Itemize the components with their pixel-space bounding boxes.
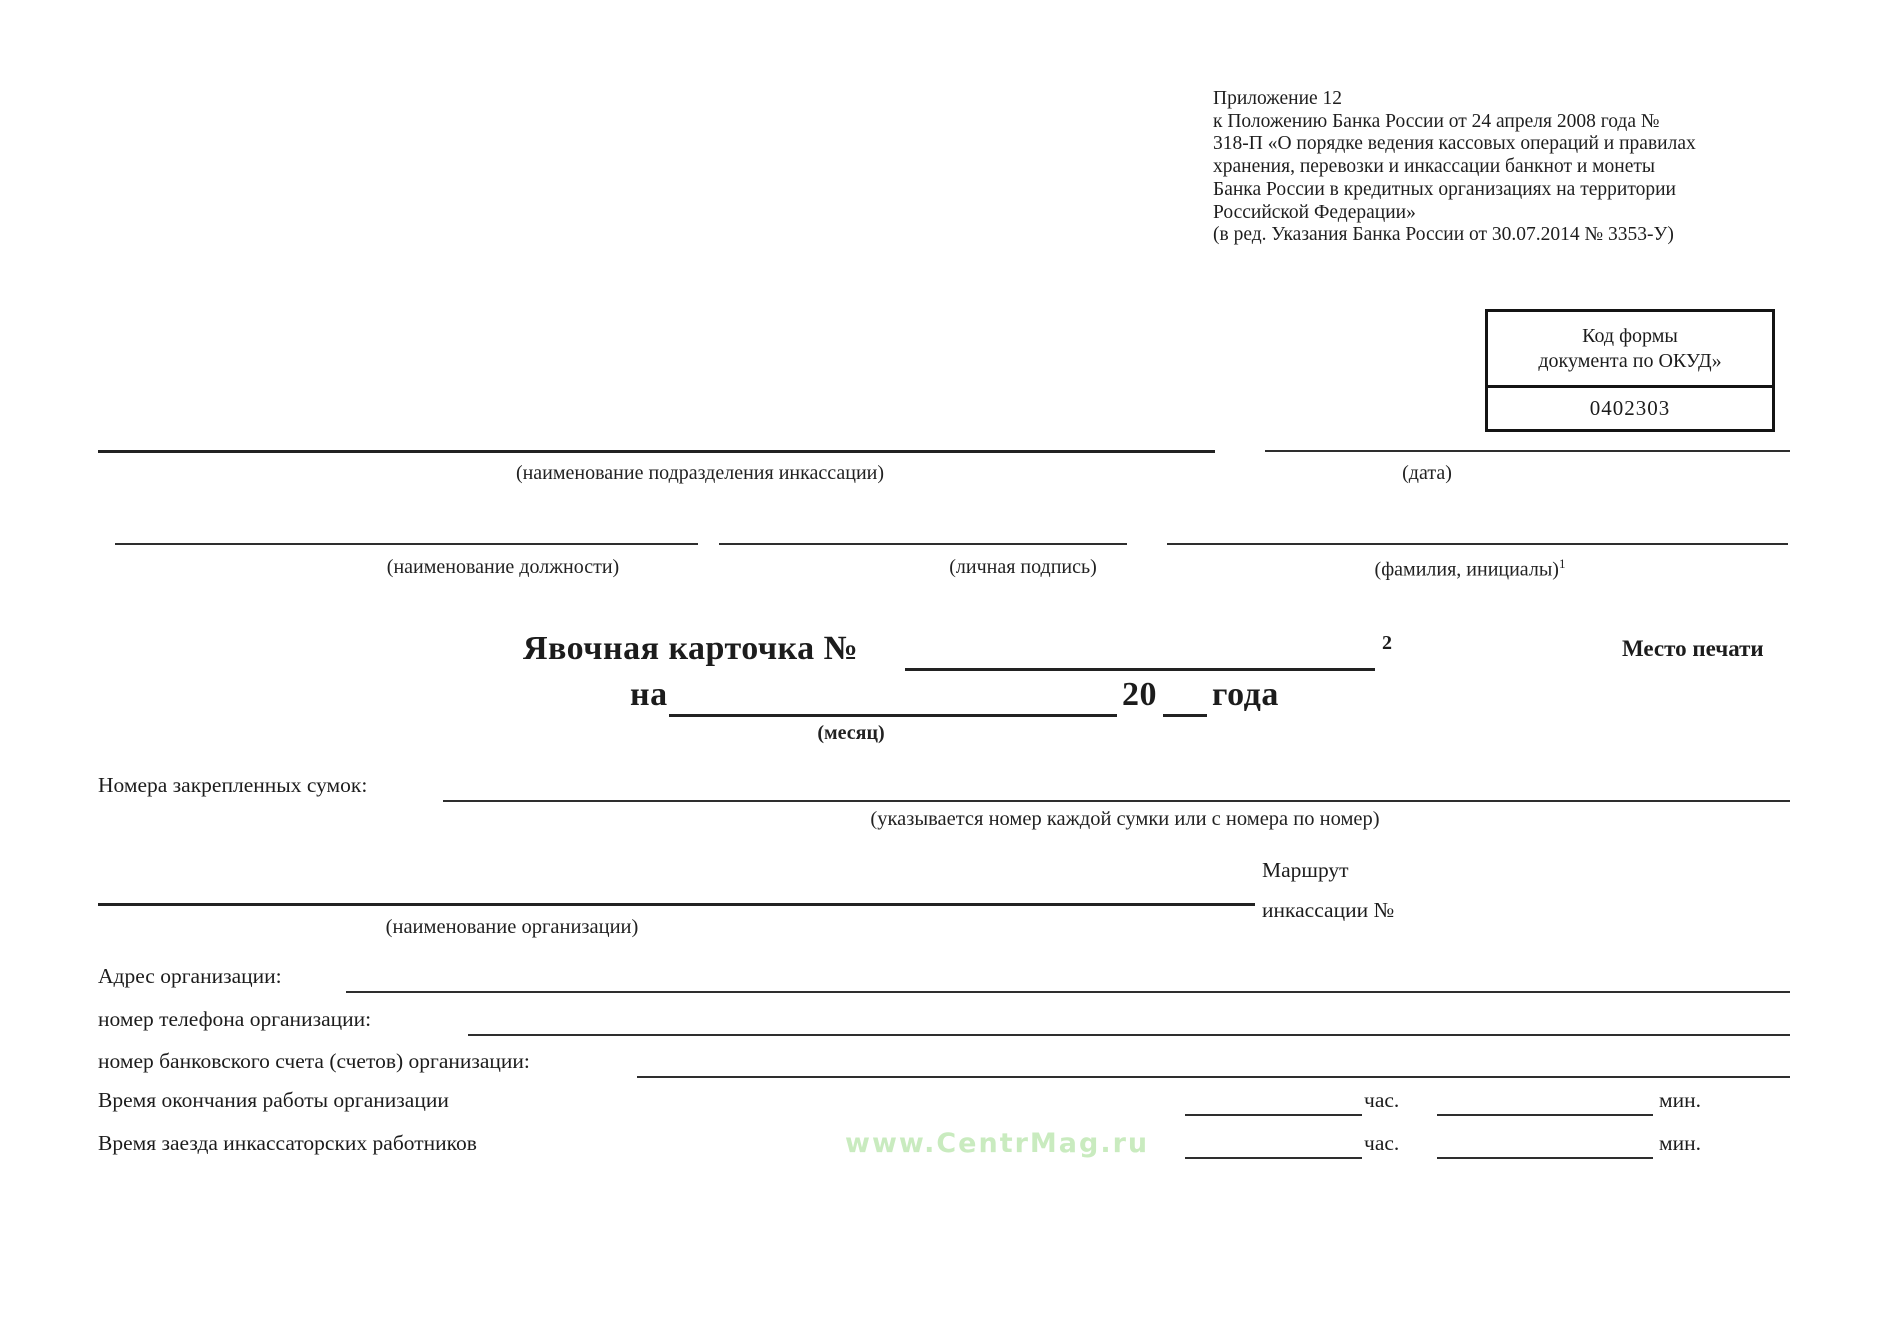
- arrival-time-minutes-field[interactable]: [1437, 1157, 1653, 1159]
- account-label: номер банковского счета (счетов) организации:: [98, 1049, 530, 1073]
- appendix-reference-note: [1213, 88, 1753, 247]
- okud-box-label-line2: документа по ОКУД»: [1538, 349, 1722, 372]
- position-label: (наименование должности): [386, 556, 620, 578]
- appendix-note-line: (в ред. Указания Банка России от 30.07.2014 № 3353-У): [1213, 224, 1674, 246]
- appendix-note-line: Российской Федерации»: [1213, 201, 1416, 223]
- arrival-time-minutes-suffix: мин.: [1659, 1131, 1701, 1155]
- signature-label: (личная подпись): [949, 556, 1097, 578]
- position-field[interactable]: [115, 543, 698, 545]
- okud-code-value: 0402303: [1589, 396, 1671, 420]
- date-label: (дата): [1402, 462, 1452, 484]
- end-time-hours-suffix: час.: [1364, 1088, 1400, 1112]
- end-time-hours-field[interactable]: [1185, 1114, 1362, 1116]
- okud-box-label-line1: Код формы: [1582, 324, 1678, 347]
- address-label: Адрес организации:: [98, 964, 282, 988]
- okud-box-label: [1488, 312, 1772, 388]
- bags-label: Номера закрепленных сумок:: [98, 773, 368, 797]
- year-suffix: года: [1212, 676, 1279, 713]
- phone-field[interactable]: [468, 1034, 1790, 1036]
- account-field[interactable]: [637, 1076, 1790, 1078]
- stamp-place-note: Место печати: [1622, 636, 1764, 661]
- route-label-line1: Маршрут: [1262, 858, 1349, 882]
- appendix-note-line: 318-П «О порядке ведения кассовых операций и правилах: [1213, 133, 1696, 155]
- year-field[interactable]: [1163, 714, 1207, 717]
- surname-label: [1375, 556, 1566, 582]
- org-name-label: (наименование организации): [385, 916, 639, 938]
- appendix-note-line: Приложение 12: [1213, 88, 1343, 109]
- arrival-time-hours-field[interactable]: [1185, 1157, 1362, 1159]
- surname-footnote-marker: 1: [1558, 556, 1566, 571]
- incassation-unit-field[interactable]: [98, 450, 1215, 453]
- org-name-field[interactable]: [98, 903, 1255, 906]
- signature-field[interactable]: [719, 543, 1127, 545]
- appendix-note-line: хранения, перевозки и инкассации банкнот и монеты: [1213, 156, 1655, 178]
- address-field[interactable]: [346, 991, 1790, 993]
- centrmag-watermark: www.CentrMag.ru: [845, 1128, 1150, 1159]
- arrival-time-hours-suffix: час.: [1364, 1131, 1400, 1155]
- year-prefix: 20: [1122, 676, 1157, 713]
- phone-label: номер телефона организации:: [98, 1007, 372, 1031]
- month-hint-label: (месяц): [817, 722, 885, 744]
- end-time-minutes-suffix: мин.: [1659, 1088, 1701, 1112]
- incassation-unit-label: (наименование подразделения инкассации): [515, 462, 885, 484]
- okud-code-box: [1485, 309, 1775, 432]
- month-prefix: на: [630, 676, 668, 713]
- surname-field[interactable]: [1167, 543, 1788, 545]
- route-label-line2: инкассации №: [1262, 898, 1394, 922]
- card-title: Явочная карточка №: [523, 630, 859, 667]
- end-time-label: Время окончания работы организации: [98, 1088, 449, 1112]
- appendix-note-line: Банка России в кредитных организациях на территории: [1213, 178, 1676, 200]
- arrival-time-label: Время заезда инкассаторских работников: [98, 1131, 477, 1155]
- appendix-note-line: к Положению Банка России от 24 апреля 2008 года №: [1213, 110, 1660, 132]
- surname-label-text: (фамилия, инициалы): [1374, 558, 1559, 581]
- bags-field[interactable]: [443, 800, 1790, 802]
- card-number-field[interactable]: [905, 668, 1375, 671]
- card-number-footnote-marker: 2: [1382, 632, 1392, 654]
- date-field[interactable]: [1265, 450, 1790, 452]
- bags-hint: (указывается номер каждой сумки или с номера по номер): [870, 808, 1380, 830]
- end-time-minutes-field[interactable]: [1437, 1114, 1653, 1116]
- month-field[interactable]: [669, 714, 1117, 717]
